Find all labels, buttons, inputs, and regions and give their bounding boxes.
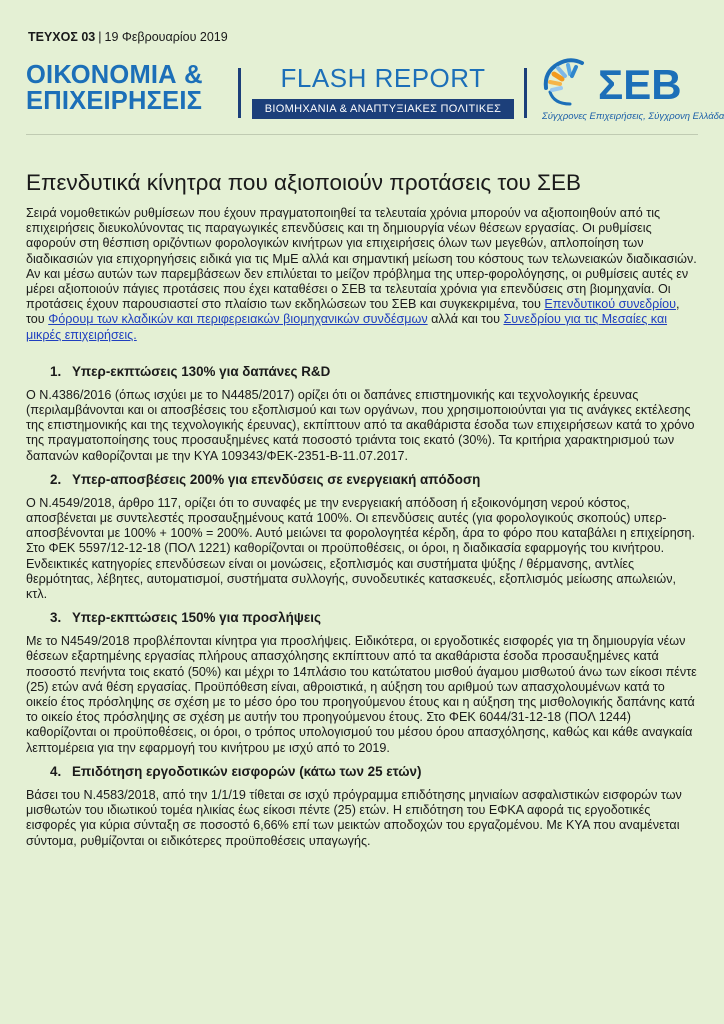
section-number-4: 4. (50, 763, 62, 779)
sev-logo-text: ΣΕΒ (598, 61, 682, 108)
intro-text: Σειρά νομοθετικών ρυθμίσεων που έχουν πραγματοποιηθεί τα τελευταία χρόνια μπορούν να αξιοποιηθούν από τις επιχειρήσεις διευκολύνοντας τις παραγωγικές επενδύσεις και τη δημιουργία νέων θέσεων εργασίας. Οι ρυθμίσεις αφορούν στη θέσπιση οριζόντιων φορολογικών κινήτρων για επιχειρήσεις όλων των μεγεθών, απλοποίηση των διαδικασιών για επιχορηγήσεις ειδικά για τις ΜμΕ αλλά και σημαντική μείωση του κόστους των τελωνειακών διαδικασιών. Αν και μέσω αυτών των παρεμβάσεων δεν επιλύεται το μείζον πρόβλημα της υπερ-φορολόγησης, οι ρυθμίσεις αυτές εν μέρει αξιοποιούν πάγιες προτάσεις που έχει καταθέσει ο ΣΕΒ τα τελευταία χρόνια για επενδύσεις στη βιομηχανία. Οι προτάσεις έχουν παρουσιαστεί στο πλαίσιο των εκδηλώσεων του ΣΕΒ και συγκεκριμένα, του (26, 206, 697, 312)
section-heading-3 (26, 610, 698, 626)
section-body-1: Ο Ν.4386/2016 (όπως ισχύει με το Ν4485/2017) ορίζει ότι οι δαπάνες επιστημονικής και τεχνολογικής έρευνας (περιλαμβάνονται και οι αποσβέσεις του εξοπλισμού και των οργάνων, που χρησιμοποιούνται για τις ανάγκες εκτέλεσης της επιστημονικής και της τεχνολογικής έρευνας), εκπίπτουν από τα ακαθάριστα έσοδα των επιχειρήσεων κατά το χρόνο της πραγματοποίησης τους προσαυξημένες κατά ποσοστό τριάντα τοις εκατό (30%). Τα κριτήρια χαρακτηρισμού των δαπανών καθορίζονται με την ΚΥΑ 109343/ΦΕΚ-2351-Β-11.07.2017. (26, 387, 695, 463)
section-title-line1: ΟΙΚΟΝΟΜΙΑ & (26, 61, 203, 89)
section-heading-2 (26, 472, 698, 488)
section-body-2: Ο Ν.4549/2018, άρθρο 117, ορίζει ότι το συναφές με την ενεργειακή απόδοση ή εξοικονόμηση νερού κόστος, αποσβένεται με συντελεστές προσαυξημένους κατά 100%. Οι επενδύσεις αυτές (για φορολογικούς σκοπούς) υπερ-αποσβένονται με 100% + 100% = 200%. Αυτό μειώνει τα φορολογητέα κέρδη, άρα το φόρο που καταβάλει η επιχείρηση. Στο ΦΕΚ 5597/12-12-18 (ΠΟΛ 1221) καθορίζονται οι προϋποθέσεις, οι όροι, η διαδικασία εφαρμογής του κινήτρου. Ενδεικτικές κατηγορίες επενδύσεων είναι οι μονώσεις, εξοπλισμός και συστήματα ψύξης / θέρμανσης, αντλίες θερμότητας, λέβητες, αυτοματισμοί, συστήματα συλλογής, συνοδευτικές κατασκευές, εξοπλισμός μείωσης απωλειών, κτλ. (26, 495, 695, 602)
sev-logo-swirl-icon (546, 60, 582, 104)
report-subtitle: ΒΙΟΜΗΧΑΝΙΑ & ΑΝΑΠΤΥΞΙΑΚΕΣ ΠΟΛΙΤΙΚΕΣ (252, 99, 514, 119)
section-title-line2: ΕΠΙΧΕΙΡΗΣΕΙΣ (26, 87, 203, 115)
issue-date: 19 Φεβρουαρίου 2019 (104, 30, 228, 44)
report-title: FLASH REPORT (280, 63, 486, 93)
issue-separator: | (98, 30, 102, 44)
link-sectoral-forum[interactable]: Φόρουμ των κλαδικών και περιφερειακών βιομηχανικών συνδέσμων (48, 312, 428, 327)
section-body-3: Με το Ν4549/2018 προβλέπονται κίνητρα για προσλήψεις. Ειδικότερα, οι εργοδοτικές εισφορές για τη δημιουργία νέων θέσεων εξαρτημένης εργασίας πλήρους απασχόλησης εκπίπτουν από τα ακαθάριστα έσοδα προσαυξημένες κατά ποσοστό πενήντα τοις εκατό (50%) και μέχρι το 14πλάσιο του κατώτατου μισθού άγαμου μισθωτού άνω των είκοσι πέντε (25) ετών ανά θέση εργασίας. Προϋπόθεση είναι, αθροιστικά, η αύξηση του αριθμού των απασχολουμένων κατά το οικείο έτος πρόσληψης σε σχέση με το μέσο όρο του προηγούμενου έτους και η αύξηση της μισθολογικής δαπάνης κατά το οικείο έτος πρόσληψης σε σχέση με αυτήν του προηγούμενου έτους. Στο ΦΕΚ 6044/31-12-18 (ΠΟΛ 1244) καθορίζονται οι προϋποθέσεις, οι όροι, ο τρόπος υπολογισμού του μέσου όρου απασχόλησης, καθώς και κάθε αναγκαία λεπτομέρεια για την εφαρμογή του κινήτρου με ισχύ από το 2019. (26, 634, 697, 755)
section-heading-text-4: Επιδότηση εργοδοτικών εισφορών (κάτω των 25 ετών) (72, 763, 422, 779)
intro-connector-2: αλλά και του (431, 312, 500, 327)
header-divider-right (524, 68, 527, 118)
link-investment-conference[interactable]: Επενδυτικού συνεδρίου (544, 297, 677, 312)
section-heading-text-3: Υπερ-εκπτώσεις 150% για προσλήψεις (72, 610, 321, 626)
header-divider-left (238, 68, 241, 118)
section-heading-4 (26, 764, 698, 780)
section-number-3: 3. (50, 610, 62, 626)
article-title: Επενδυτικά κίνητρα που αξιοποιούν προτάσεις του ΣΕΒ (26, 170, 581, 195)
section-heading-text-2: Υπερ-αποσβέσεις 200% για επενδύσεις σε ενεργειακή απόδοση (72, 471, 481, 487)
intro-paragraph (26, 206, 698, 343)
section-body-4: Βάσει του Ν.4583/2018, από την 1/1/19 τίθεται σε ισχύ πρόγραμμα επιδότησης μηνιαίων ασφαλιστικών εισφορών των μισθωτών του ιδιωτικού τομέα ηλικίας έως είκοσι πέντε (25) ετών. Η επιδότηση του ΕΦΚΑ αφορά τις εργοδοτικές εισφορές για κύρια σύνταξη σε ποσοστό 6,66% επί των μεικτών αποδοχών του εργαζομένου. Με ΚΥΑ που αναμένεται σύντομα, ρυθμίζονται οι ειδικότερες προϋποθέσεις υπαγωγής. (26, 787, 682, 848)
section-title (26, 62, 203, 114)
section-heading-1 (26, 364, 698, 380)
issue-line (28, 30, 228, 44)
link-sme-conference[interactable]: Συνεδρίου για τις Μεσαίες και μικρές επιχειρήσεις. (26, 312, 668, 342)
issue-number: ΤΕΥΧΟΣ 03 (28, 30, 96, 44)
article-body (26, 206, 698, 849)
section-number-2: 2. (50, 471, 62, 487)
section-heading-text-1: Υπερ-εκπτώσεις 130% για δαπάνες R&D (72, 363, 331, 379)
logo-tagline: Σύγχρονες Επιχειρήσεις, Σύγχρονη Ελλάδα (542, 111, 724, 122)
section-number-1: 1. (50, 363, 62, 379)
header-rule (26, 134, 698, 135)
intro-connector-1: , του (26, 297, 680, 327)
